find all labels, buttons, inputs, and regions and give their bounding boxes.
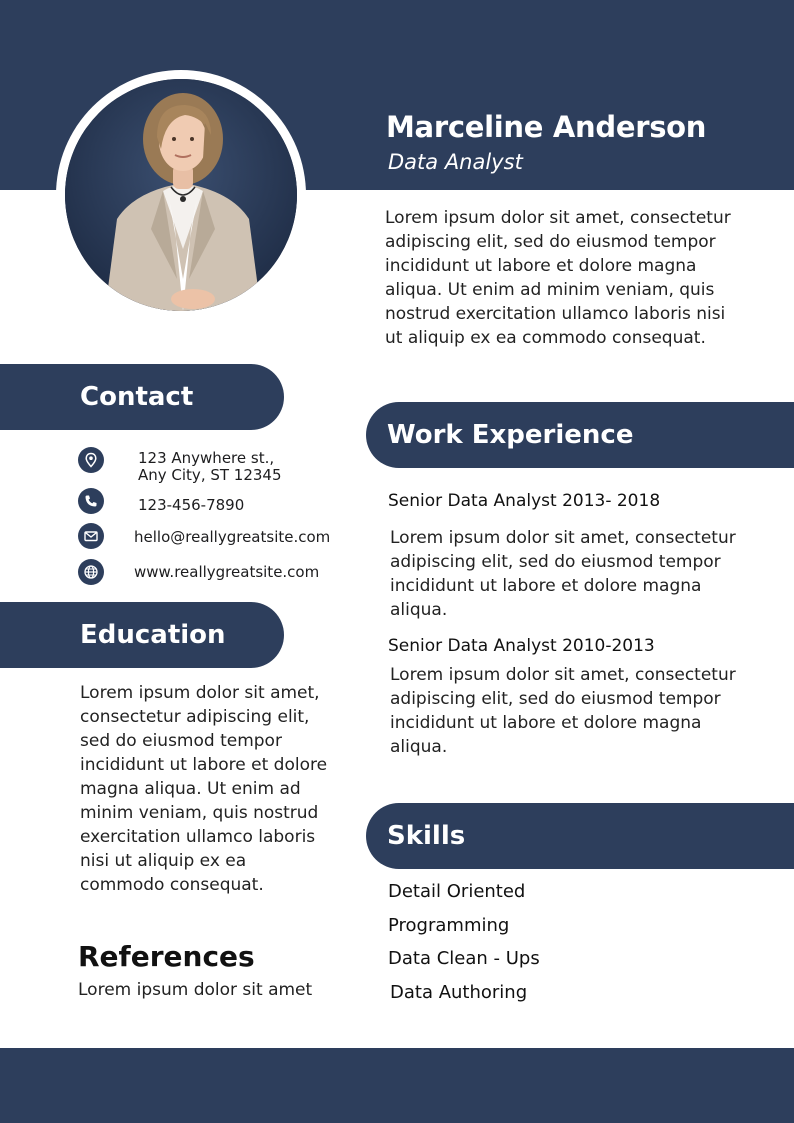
address-line-1: 123 Anywhere st., bbox=[138, 449, 275, 467]
profile-photo bbox=[65, 79, 297, 311]
contact-email-row bbox=[78, 523, 104, 549]
education-heading: Education bbox=[80, 620, 226, 650]
location-pin-icon bbox=[78, 447, 104, 473]
globe-icon bbox=[78, 559, 104, 585]
skills-heading-bar bbox=[366, 803, 794, 869]
footer-band bbox=[0, 1048, 794, 1123]
skill-item: Data Authoring bbox=[390, 982, 528, 1003]
job-description: Lorem ipsum dolor sit amet, consectetur adipiscing elit, sed do eiusmod tempor incididunt ut labore et dolore magna aliqua. bbox=[390, 528, 736, 620]
education-heading-bar bbox=[0, 602, 284, 668]
website-url[interactable]: www.reallygreatsite.com bbox=[134, 563, 320, 581]
job-description: Lorem ipsum dolor sit amet, consectetur adipiscing elit, sed do eiusmod tempor incididunt ut labore et dolore magna aliqua. bbox=[390, 665, 736, 757]
job-title: Senior Data Analyst 2010-2013 bbox=[388, 636, 655, 656]
person-portrait-icon bbox=[65, 79, 297, 311]
email-icon bbox=[78, 523, 104, 549]
skill-item: Programming bbox=[388, 915, 510, 936]
education-text: Lorem ipsum dolor sit amet, consectetur adipiscing elit, sed do eiusmod tempor incididunt ut labore et dolore magna aliqua. Ut enim ad minim veniam, quis nostrud exercitation ullamco laboris nisi ut aliquip ex ea commodo consequat. bbox=[80, 683, 328, 895]
skill-item: Detail Oriented bbox=[388, 881, 526, 902]
skill-item: Data Clean - Ups bbox=[388, 948, 540, 969]
phone-icon bbox=[78, 488, 104, 514]
contact-phone-row bbox=[78, 488, 104, 514]
work-experience-heading: Work Experience bbox=[387, 420, 634, 450]
email-address[interactable]: hello@reallygreatsite.com bbox=[134, 528, 331, 546]
contact-heading-bar bbox=[0, 364, 284, 430]
references-text: Lorem ipsum dolor sit amet bbox=[78, 980, 313, 1000]
profile-summary: Lorem ipsum dolor sit amet, consectetur adipiscing elit, sed do eiusmod tempor incididunt ut labore et dolore magna aliqua. Ut enim ad minim veniam, quis nostrud exercitation ullamco laboris nisi ut aliquip ex ea commodo consequat. bbox=[385, 208, 731, 348]
contact-heading: Contact bbox=[80, 382, 194, 412]
candidate-role: Data Analyst bbox=[388, 150, 523, 174]
job-title: Senior Data Analyst 2013- 2018 bbox=[388, 491, 661, 511]
work-experience-heading-bar bbox=[366, 402, 794, 468]
contact-website-row bbox=[78, 559, 104, 585]
address-line-2: Any City, ST 12345 bbox=[138, 466, 282, 484]
contact-address-row bbox=[78, 447, 104, 473]
candidate-name: Marceline Anderson bbox=[386, 110, 707, 144]
references-heading: References bbox=[78, 940, 255, 973]
phone-number[interactable]: 123-456-7890 bbox=[138, 496, 245, 514]
skills-heading: Skills bbox=[387, 821, 466, 851]
